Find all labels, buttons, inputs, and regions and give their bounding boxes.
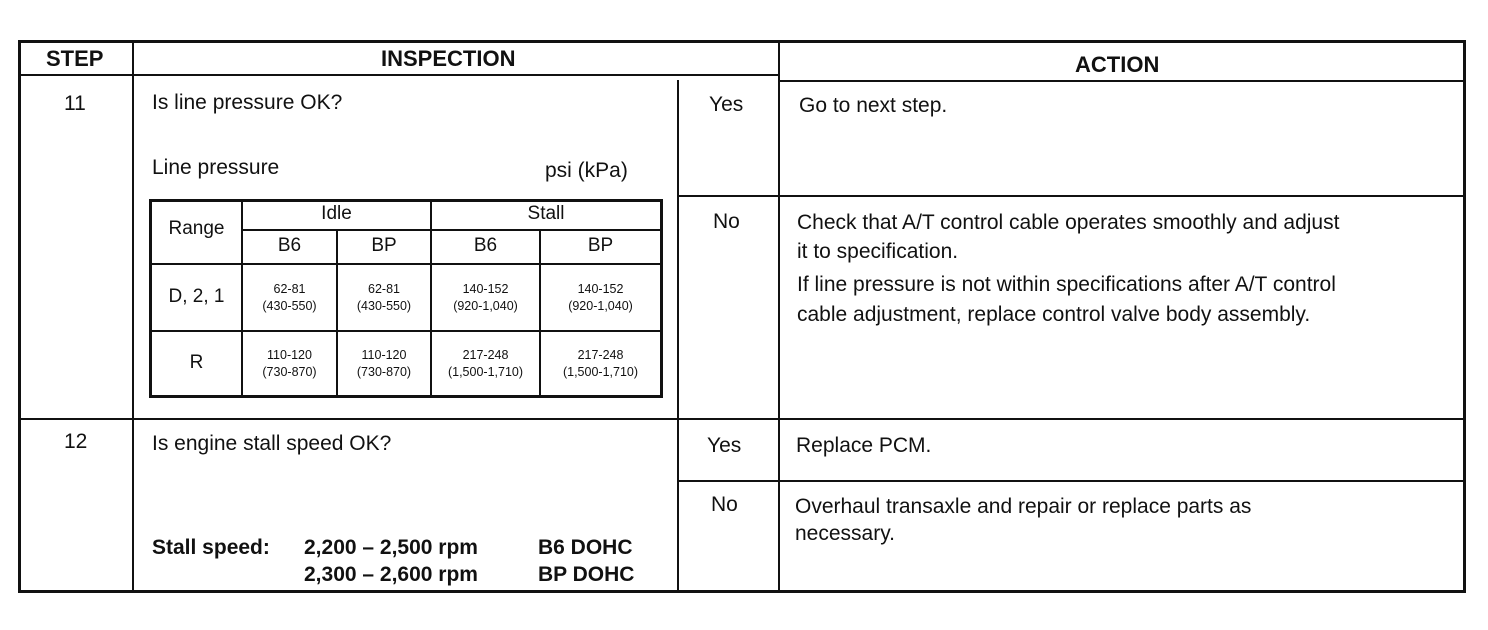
step-number-12: 12 bbox=[64, 430, 88, 453]
range-header: Range bbox=[168, 218, 225, 239]
step12-yes-no-divider bbox=[677, 480, 1466, 482]
stall-speed-rpm-1: 2,200 – 2,500 rpm bbox=[304, 536, 478, 559]
step-column-divider bbox=[132, 40, 134, 593]
cell-psi: 110-120 bbox=[361, 348, 407, 362]
table-cell bbox=[432, 281, 539, 315]
cell-kpa: (730-870) bbox=[356, 365, 412, 379]
cell-psi: 140-152 bbox=[462, 282, 509, 296]
table-border-top bbox=[18, 40, 1466, 43]
stall-speed-engine-2: BP DOHC bbox=[538, 563, 635, 586]
step12-question: Is engine stall speed OK? bbox=[152, 432, 392, 455]
action-column-divider bbox=[778, 40, 780, 593]
table-cell bbox=[243, 281, 336, 315]
table-cell bbox=[243, 347, 336, 381]
step11-yes-label: Yes bbox=[709, 93, 744, 116]
cell-psi: 62-81 bbox=[273, 282, 306, 296]
step12-no-action-line-1: Overhaul transaxle and repair or replace parts as bbox=[795, 495, 1252, 518]
yesno-column-divider bbox=[677, 80, 679, 593]
cell-psi: 140-152 bbox=[577, 282, 624, 296]
line-pressure-unit: psi (kPa) bbox=[545, 159, 628, 182]
step11-no-label: No bbox=[713, 210, 740, 233]
spec-table-top bbox=[149, 199, 663, 202]
step12-no-action-line-2: necessary. bbox=[795, 522, 895, 545]
cell-kpa: (430-550) bbox=[262, 299, 317, 313]
subheader-idle-b6: B6 bbox=[277, 235, 302, 256]
table-border-right bbox=[1463, 40, 1466, 593]
cell-psi: 217-248 bbox=[462, 348, 509, 362]
header-divider-left bbox=[18, 74, 780, 76]
cell-kpa: (920-1,040) bbox=[453, 299, 518, 313]
table-border-bottom bbox=[18, 590, 1466, 593]
spec-subheader-line bbox=[241, 229, 663, 231]
step12-yes-action: Replace PCM. bbox=[796, 434, 932, 457]
stall-speed-rpm-2: 2,300 – 2,600 rpm bbox=[304, 563, 478, 586]
table-cell bbox=[432, 347, 539, 381]
table-cell bbox=[541, 347, 660, 381]
cell-psi: 62-81 bbox=[368, 282, 400, 296]
cell-kpa: (1,500-1,710) bbox=[562, 365, 639, 379]
cell-kpa: (430-550) bbox=[356, 299, 412, 313]
step12-no-label: No bbox=[711, 493, 738, 516]
header-divider-right bbox=[778, 80, 1466, 82]
table-border-left bbox=[18, 40, 21, 593]
spec-table-bottom bbox=[149, 395, 663, 398]
step11-no-action-line-3: If line pressure is not within specifications after A/T control bbox=[797, 273, 1336, 296]
step-divider bbox=[18, 418, 1466, 420]
cell-psi: 217-248 bbox=[577, 348, 624, 362]
subheader-stall-b6: B6 bbox=[473, 235, 498, 256]
table-cell bbox=[338, 281, 430, 315]
stall-header: Stall bbox=[527, 203, 565, 224]
step11-question: Is line pressure OK? bbox=[152, 91, 343, 114]
spec-row-divider bbox=[149, 330, 663, 332]
step11-no-action-line-2: it to specification. bbox=[797, 240, 959, 263]
cell-psi: 110-120 bbox=[267, 348, 312, 362]
stall-speed-label: Stall speed: bbox=[152, 536, 270, 559]
subheader-stall-bp: BP bbox=[587, 235, 614, 256]
line-pressure-title: Line pressure bbox=[152, 156, 280, 179]
table-cell bbox=[338, 347, 430, 381]
step11-yes-no-divider bbox=[677, 195, 1466, 197]
table-cell bbox=[541, 281, 660, 315]
step-header: STEP bbox=[46, 46, 104, 71]
range-r: R bbox=[189, 352, 204, 373]
cell-kpa: (730-870) bbox=[262, 365, 317, 379]
cell-kpa: (920-1,040) bbox=[568, 299, 633, 313]
range-d21: D, 2, 1 bbox=[168, 286, 225, 307]
step12-yes-label: Yes bbox=[707, 434, 742, 457]
step-number-11: 11 bbox=[64, 92, 86, 115]
spec-header-bottom bbox=[149, 263, 663, 265]
inspection-header: INSPECTION bbox=[381, 46, 516, 71]
step11-no-action-line-1: Check that A/T control cable operates smoothly and adjust bbox=[797, 211, 1340, 234]
step11-yes-action: Go to next step. bbox=[799, 94, 948, 117]
subheader-idle-bp: BP bbox=[371, 235, 397, 256]
stall-speed-engine-1: B6 DOHC bbox=[538, 536, 633, 559]
step11-no-action-line-4: cable adjustment, replace control valve body assembly. bbox=[797, 303, 1311, 326]
cell-kpa: (1,500-1,710) bbox=[447, 365, 524, 379]
action-header: ACTION bbox=[1075, 52, 1160, 77]
idle-header: Idle bbox=[321, 203, 352, 224]
